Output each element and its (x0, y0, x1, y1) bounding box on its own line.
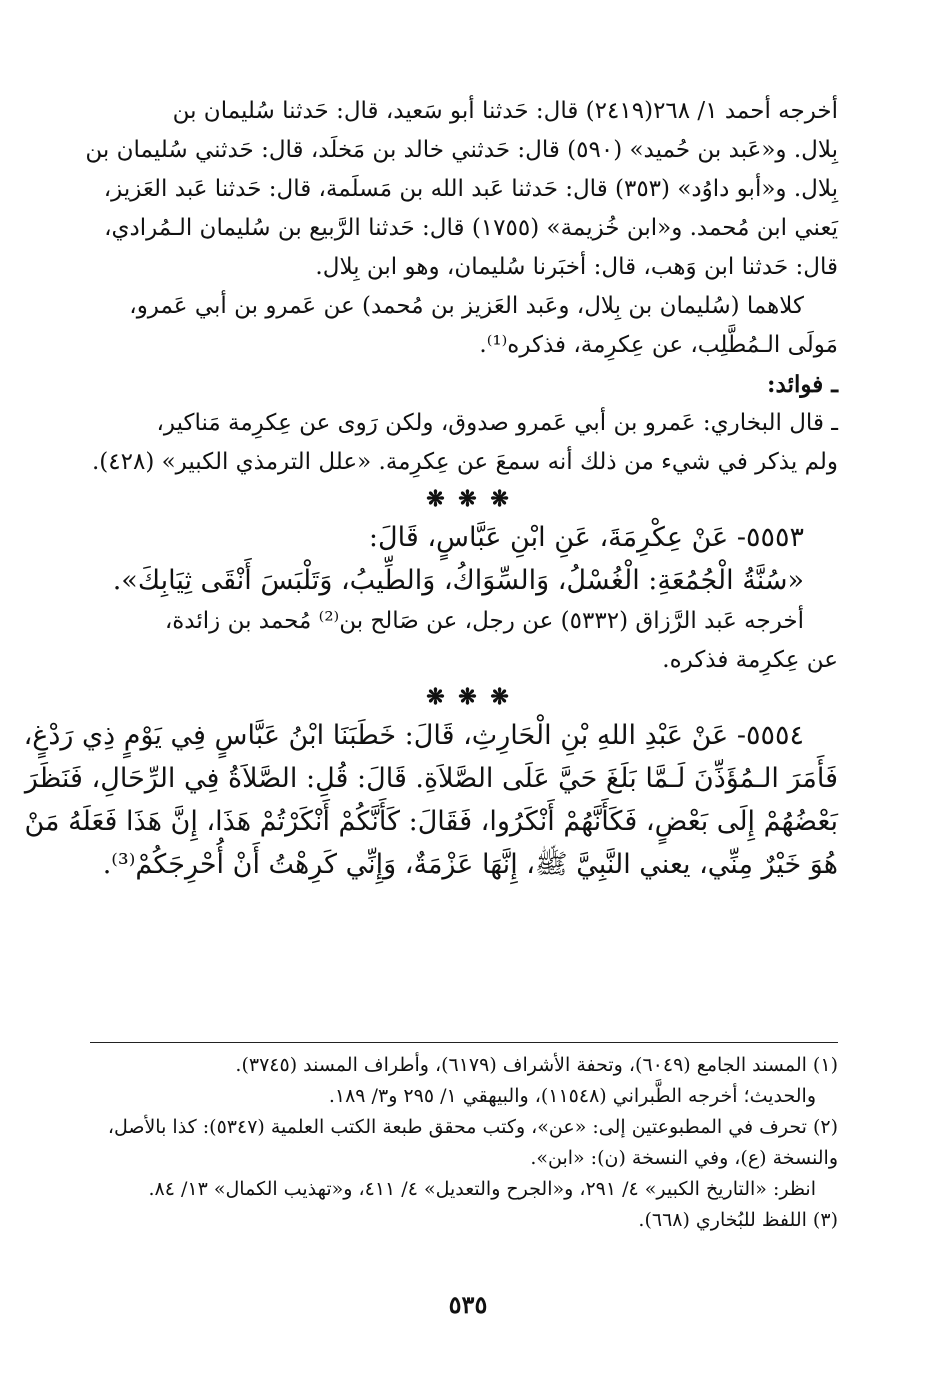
hadith-line: بَعْضُهُمْ إِلَى بَعْضٍ، فَكَأَنَّهُمْ أَنْكَرُوا، فَقَالَ: كَأَنَّكُمْ أَنْكَرْتُمْ هَذَا، إِنَّ هَذَا فَعَلَهُ مَنْ (24, 806, 838, 837)
hadith-5554 (23, 714, 838, 886)
text-line: عن عِكرِمة فذكره. (662, 647, 838, 673)
text-line: كلاهما (سُليمان بن بِلال، وعَبد العَزيز بن مُحمد) عن عَمرو بن أبي عَمرو، (129, 293, 804, 319)
hadith-line: ٥٥٥٤- عَنْ عَبْدِ اللهِ بْنِ الْحَارِثِ، قَالَ: خَطَبَنَا ابْنُ عَبَّاسٍ فِي يَوْمٍ ذِي رَدْغٍ، (23, 720, 804, 751)
footnote-line: (٣) اللفظ للبُخاري (٦٦٨). (638, 1209, 838, 1231)
section-separator: ❋ ❋ ❋ (426, 684, 512, 710)
text-line: ـ قال البخاري: عَمرو بن أبي عَمرو صدوق، ولكن رَوى عن عِكرِمة مَناكير، (156, 410, 838, 436)
main-text (23, 92, 838, 886)
hadith-line: هُوَ خَيْرٌ مِنِّي، يعني النَّبِيَّ ﷺ، إِنَّهَا عَزْمَةٌ، وَإِنِّي كَرِهْتُ أَنْ أُحْرِجَكُمْ⁽³⁾. (102, 849, 838, 880)
footnotes (100, 1050, 838, 1236)
fawaid-heading: ـ فوائد: (767, 371, 838, 398)
footnote-line: والنسخة (ع)، وفي النسخة (ن): «ابن». (530, 1147, 838, 1169)
hadith-line: ٥٥٥٣- عَنْ عِكْرِمَةَ، عَنِ ابْنِ عَبَّاسٍ، قَالَ: (368, 522, 804, 553)
footnote-line: (١) المسند الجامع (٦٠٤٩)، وتحفة الأشراف (٦١٧٩)، وأطراف المسند (٣٧٤٥). (235, 1054, 838, 1076)
footnote-line: والحديث؛ أخرجه الطَّبراني (١١٥٤٨)، والبيهقي ١/ ٢٩٥ و٣/ ١٨٩. (328, 1085, 816, 1107)
section-separator: ❋ ❋ ❋ (426, 486, 512, 512)
text-line: بِلال. و«أبو داوُد» (٣٥٣) قال: حَدثنا عَبد الله بن مَسلَمة، قال: حَدثنا عَبد العَزيز، (103, 176, 838, 202)
text-line: يَعني ابن مُحمد. و«ابن خُزيمة» (١٧٥٥) قال: حَدثنا الرَّبيع بن سُليمان الـمُرادي، (104, 215, 838, 241)
hadith-line: «سُنَّةُ الْجُمُعَةِ: الْغُسْلُ، وَالسِّوَاكُ، وَالطِّيبُ، وَتَلْبَسَ أَنْقَى ثِيَابِكَ». (112, 565, 804, 596)
takhrij-paragraph-2 (100, 287, 838, 365)
page-number: ٥٣٥ (448, 1290, 488, 1319)
takhrij-paragraph-1 (85, 92, 838, 287)
text-line: أخرجه عَبد الرَّزاق (٥٣٣٢) عن رجل، عن صَالح بن⁽²⁾ مُحمد بن زائدة، (164, 608, 804, 634)
text-line: أخرجه أحمد ١/ ٢٦٨(٢٤١٩) قال: حَدثنا أبو سَعيد، قال: حَدثنا سُليمان بن (172, 98, 838, 124)
footnote-line: انظر: «التاريخ الكبير» ٤/ ٢٩١، و«الجرح والتعديل» ٤/ ٤١١، و«تهذيب الكمال» ١٣/ ٨٤. (148, 1178, 816, 1200)
footnote-line: (٢) تحرف في المطبوعتين إلى: «عن»، وكتب محقق طبعة الكتب العلمية (٥٣٤٧): كذا بالأصل، (107, 1116, 838, 1138)
takhrij-5553 (100, 602, 838, 680)
hadith-line: فَأَمَرَ الـمُؤَذِّنَ لَـمَّا بَلَغَ حَيَّ عَلَى الصَّلاَةِ. قَالَ: قُلِ: الصَّلاَةُ فِي الرِّحَالِ، فَنَظَرَ (24, 763, 838, 794)
footnote-divider (90, 1042, 838, 1043)
fawaid-paragraph (91, 404, 838, 482)
text-line: قال: حَدثنا ابن وَهب، قال: أخبَرنا سُليمان، وهو ابن بِلال. (315, 254, 838, 280)
text-line: مَولَى الـمُطَّلِب، عن عِكرِمة، فذكره⁽¹⁾. (479, 332, 838, 358)
text-line: بِلال. و«عَبد بن حُميد» (٥٩٠) قال: حَدثني خالد بن مَخلَد، قال: حَدثني سُليمان بن (85, 137, 838, 163)
text-line: ولم يذكر في شيء من ذلك أنه سمعَ عن عِكرِمة. «علل الترمذي الكبير» (٤٢٨). (91, 449, 838, 475)
hadith-5553 (100, 516, 838, 602)
